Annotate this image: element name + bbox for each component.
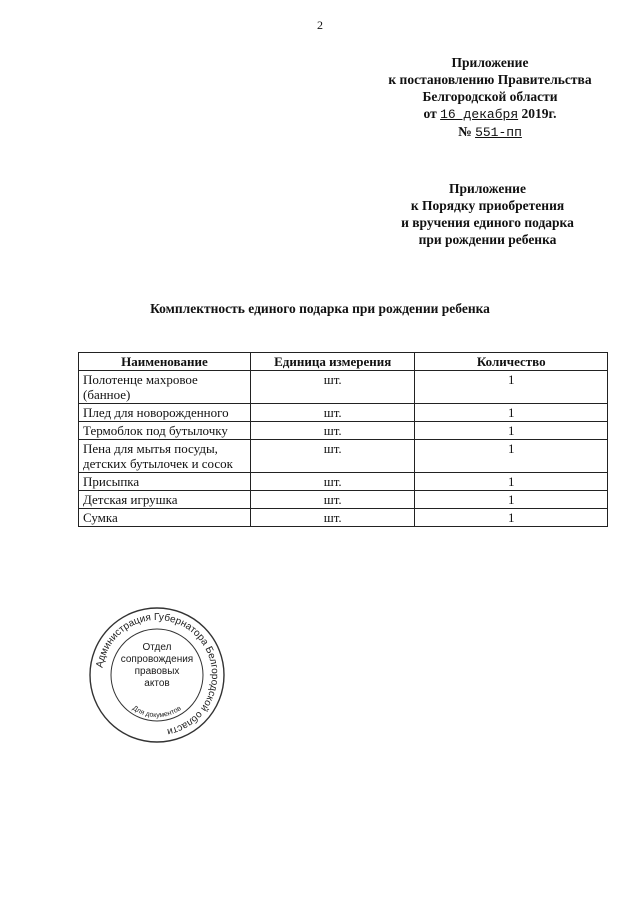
- appendix-header-main: [360, 54, 620, 141]
- date-handwritten: 16 декабря: [440, 107, 519, 122]
- item-unit: шт.: [250, 440, 415, 473]
- header-quantity: Количество: [415, 353, 608, 371]
- header-unit: Единица измерения: [250, 353, 415, 371]
- official-stamp: [87, 605, 227, 745]
- item-quantity: 1: [415, 404, 608, 422]
- appendix-header-order: [355, 180, 620, 248]
- table-row: [79, 491, 608, 509]
- appendix-number-line: [360, 123, 620, 141]
- appendix-label: Приложение: [451, 55, 529, 70]
- item-name: Детская игрушка: [79, 491, 251, 509]
- item-quantity: 1: [415, 440, 608, 473]
- appendix-region-line: Белгородской области: [422, 89, 558, 104]
- table-header-row: [79, 353, 608, 371]
- stamp-line: Отдел: [142, 642, 172, 653]
- item-name: Плед для новорожденного: [79, 404, 251, 422]
- document-title: Комплектность единого подарка при рождении ребенка: [150, 301, 490, 316]
- gift-kit-table: [78, 352, 608, 527]
- appendix-order-line3: и вручения единого подарка: [401, 215, 574, 230]
- item-name: Пена для мытья посуды, детских бутылочек и сосок: [79, 440, 251, 473]
- stamp-line: правовых: [134, 666, 180, 677]
- item-name: Термоблок под бутылочку: [79, 422, 251, 440]
- page-number: 2: [317, 18, 323, 32]
- item-quantity: 1: [415, 491, 608, 509]
- table-row: [79, 473, 608, 491]
- date-prefix: от: [423, 106, 437, 121]
- number-handwritten: 551-пп: [475, 125, 522, 140]
- appendix-date-line: [360, 105, 620, 123]
- table-row: [79, 422, 608, 440]
- stamp-ring-text: Администрация Губернатора Белгородской области: [94, 611, 221, 737]
- item-name: Присыпка: [79, 473, 251, 491]
- item-name: Полотенце махровое (банное): [79, 371, 251, 404]
- appendix-order-label: Приложение: [449, 181, 526, 196]
- appendix-order-line4: при рождении ребенка: [418, 232, 557, 247]
- item-quantity: 1: [415, 509, 608, 527]
- table-row: [79, 404, 608, 422]
- header-name: Наименование: [79, 353, 251, 371]
- stamp-center-text: [87, 642, 227, 690]
- item-unit: шт.: [250, 473, 415, 491]
- item-quantity: 1: [415, 422, 608, 440]
- item-quantity: 1: [415, 473, 608, 491]
- appendix-decree-line: к постановлению Правительства: [388, 72, 592, 87]
- table-row: [79, 509, 608, 527]
- item-unit: шт.: [250, 491, 415, 509]
- item-name: Сумка: [79, 509, 251, 527]
- item-unit: шт.: [250, 422, 415, 440]
- table-row: [79, 371, 608, 404]
- item-quantity: 1: [415, 371, 608, 404]
- appendix-order-line2: к Порядку приобретения: [410, 198, 565, 213]
- item-unit: шт.: [250, 509, 415, 527]
- number-prefix: №: [458, 124, 472, 139]
- table-row: [79, 440, 608, 473]
- date-year: 2019г.: [521, 106, 557, 121]
- stamp-line: сопровождения: [120, 654, 194, 665]
- stamp-bottom-text: Для документов: [131, 704, 183, 720]
- stamp-line: актов: [144, 678, 170, 689]
- item-unit: шт.: [250, 371, 415, 404]
- item-unit: шт.: [250, 404, 415, 422]
